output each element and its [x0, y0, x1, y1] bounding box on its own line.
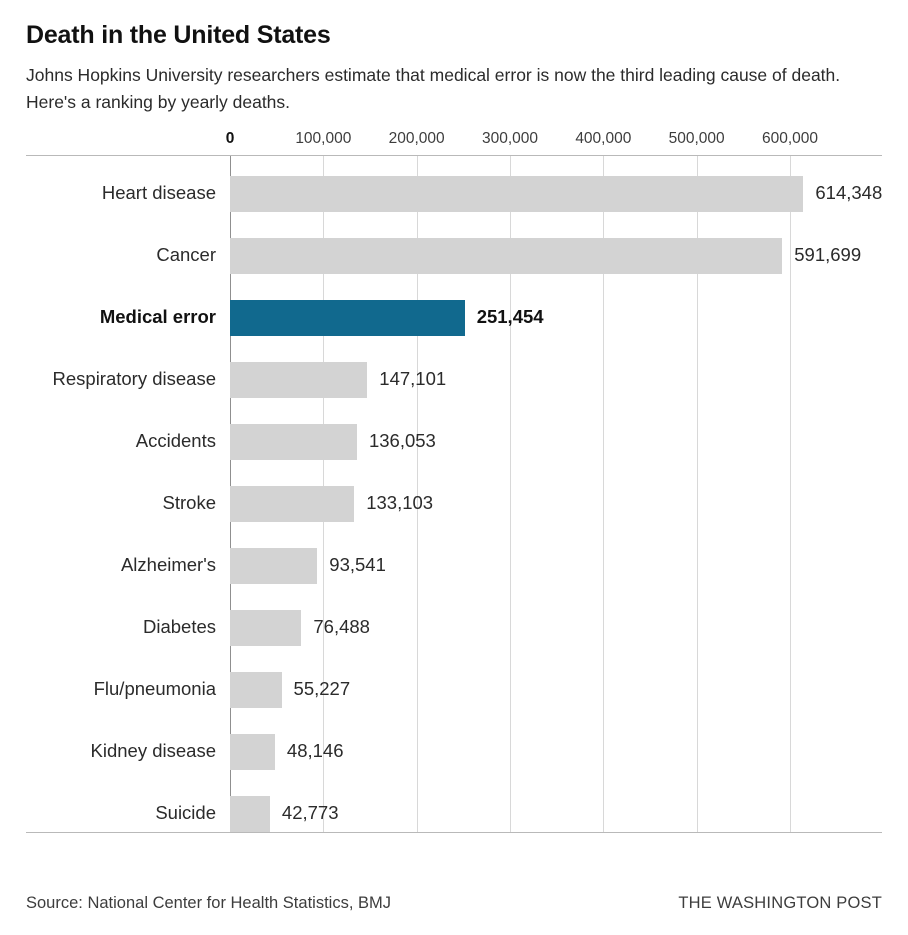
bar-row: [0, 286, 908, 348]
bar-category-label: Alzheimer's: [120, 553, 216, 575]
bar-category-label: Respiratory disease: [52, 367, 216, 389]
bar-category-label: Diabetes: [142, 615, 216, 637]
bar: [230, 734, 275, 770]
bar-category-label: Kidney disease: [90, 739, 216, 761]
page-title: Death in the United States: [26, 21, 331, 49]
chart-subtitle: Johns Hopkins University researchers estimate that medical error is now the third leading cause of death. Here's a ranking by yearly deaths.: [26, 64, 841, 112]
x-axis-tick-2: 200,000: [388, 129, 445, 147]
x-axis-tick-3: 300,000: [481, 129, 539, 147]
bar-value-label: 93,541: [329, 553, 386, 575]
bar: [230, 548, 317, 584]
bar-category-label: Suicide: [155, 801, 216, 823]
bar-value-label: 42,773: [281, 801, 339, 823]
bar: [230, 362, 367, 398]
bar-row: [0, 596, 908, 658]
bar-category-label: Stroke: [162, 491, 216, 513]
chart-bars: [0, 156, 908, 832]
bar-category-label: Heart disease: [101, 181, 216, 203]
bar: [230, 486, 354, 522]
bar-row: [0, 720, 908, 782]
chart-footer: [26, 894, 882, 913]
bar-row: [0, 162, 908, 224]
bar-value-label: 133,103: [366, 491, 434, 513]
x-axis-tick-0: 0: [225, 129, 235, 147]
x-axis-tick-6: 600,000: [761, 129, 819, 147]
bar-row: [0, 534, 908, 596]
bar-value-label: 591,699: [794, 243, 862, 265]
bar: [230, 672, 282, 708]
bar-row: [0, 658, 908, 720]
bar-value-label: 48,146: [286, 739, 344, 761]
chart-header: [0, 0, 908, 116]
bar-row: [0, 410, 908, 472]
bar: [230, 238, 782, 274]
bar-value-label: 614,348: [815, 181, 883, 203]
x-axis-tick-labels: [0, 130, 908, 152]
x-axis-tick-5: 500,000: [668, 129, 725, 147]
bar: [230, 300, 465, 336]
bar-value-label: 76,488: [313, 615, 370, 637]
bar-category-label: Cancer: [156, 243, 216, 265]
x-axis-tick-4: 400,000: [575, 129, 632, 147]
bar-category-label: Flu/pneumonia: [93, 677, 216, 699]
x-axis-tick-1: 100,000: [295, 129, 352, 147]
bar-row: [0, 782, 908, 844]
bar-row: [0, 348, 908, 410]
bar: [230, 424, 357, 460]
bar-category-label: Medical error: [99, 305, 216, 327]
bar: [230, 796, 270, 832]
bar-row: [0, 472, 908, 534]
bar: [230, 176, 803, 212]
source-note: Source: National Center for Health Statistics, BMJ: [26, 894, 391, 912]
bar-value-label: 136,053: [368, 429, 436, 451]
bar-row: [0, 224, 908, 286]
bar: [230, 610, 301, 646]
bar-value-label: 55,227: [293, 677, 351, 699]
chart-plot-area: [0, 130, 908, 860]
bar-value-label: 147,101: [379, 367, 447, 389]
brand-label: THE WASHINGTON POST: [678, 894, 882, 912]
bar-value-label: 251,454: [476, 305, 544, 327]
axis-bottom-rule: [26, 832, 882, 833]
bar-category-label: Accidents: [135, 429, 216, 451]
